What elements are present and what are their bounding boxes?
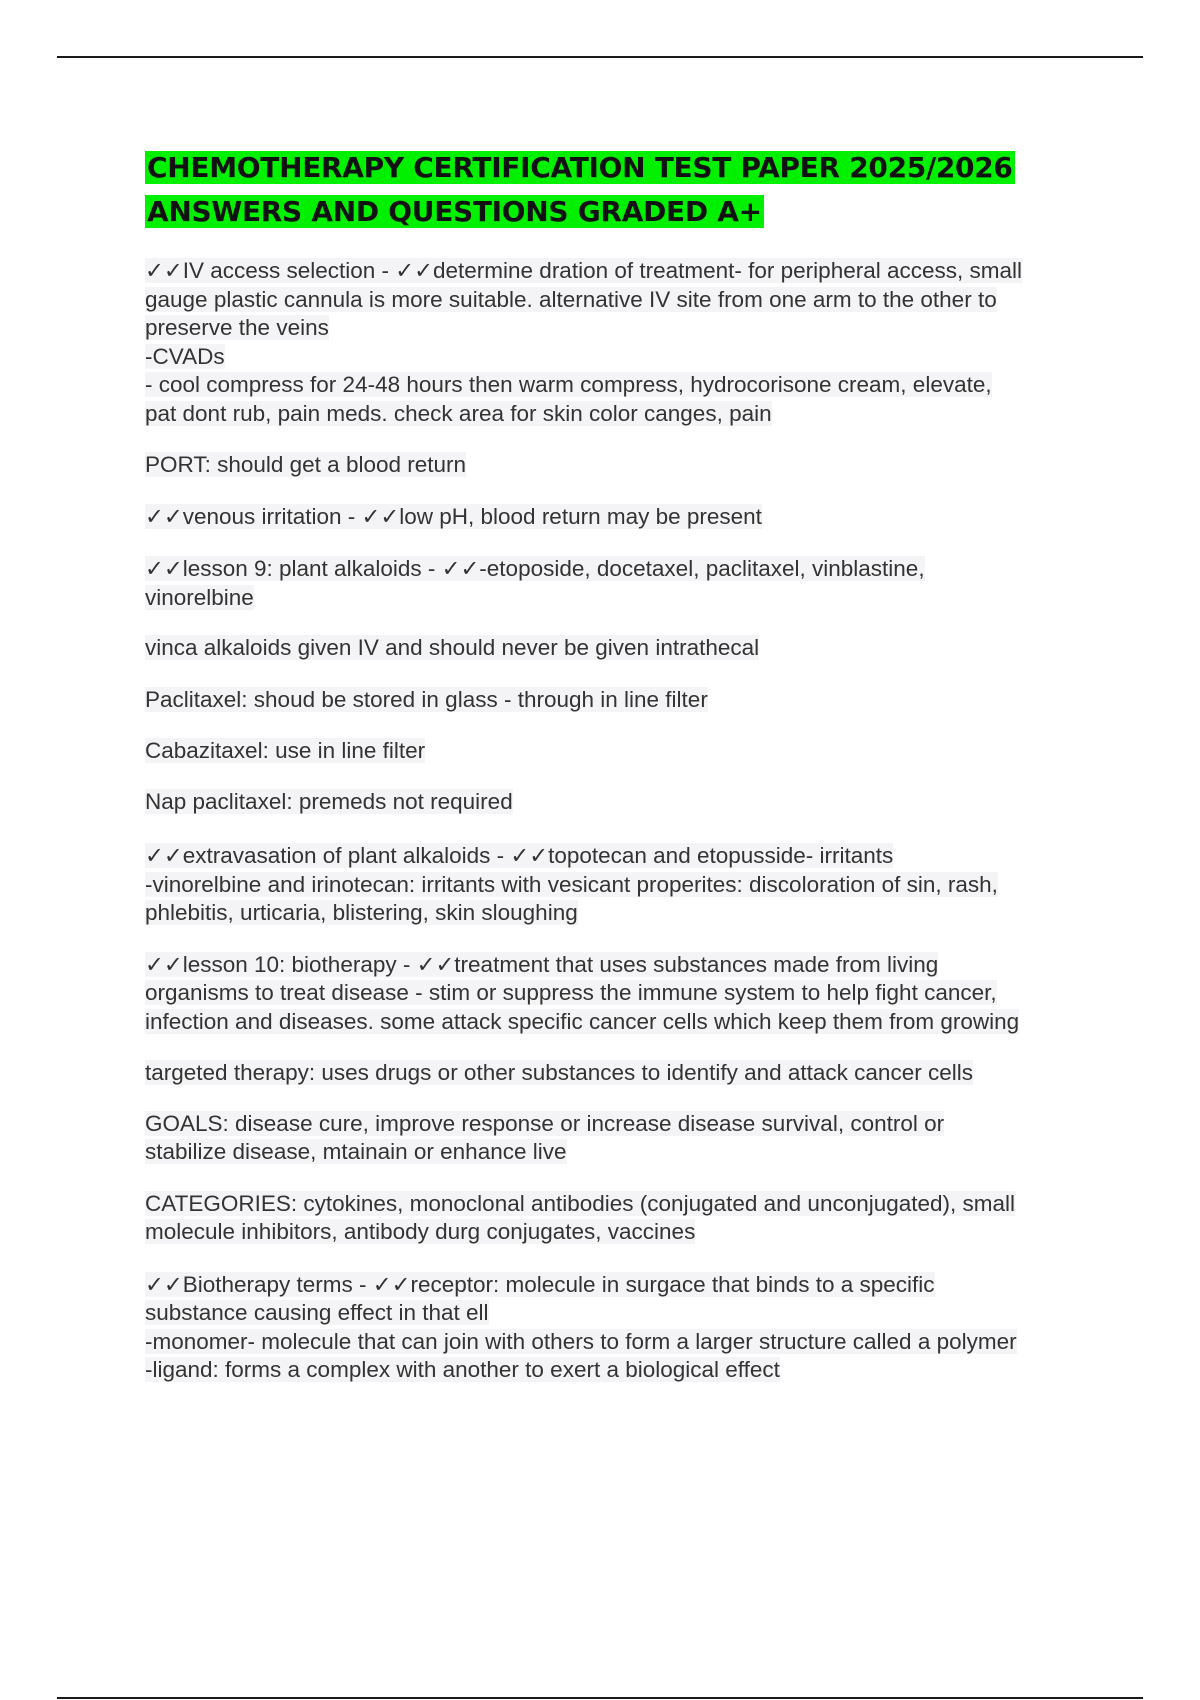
text-line: ✓✓Biotherapy terms - ✓✓receptor: molecule in surgace that binds to a specific [145,1271,935,1297]
qa-block [145,1190,1090,1247]
text-line: -CVADs [145,343,225,369]
text-line: GOALS: disease cure, improve response or increase disease survival, control or [145,1110,945,1136]
qa-block [145,451,1090,480]
qa-block [145,686,1090,715]
qa-block [145,788,1090,817]
qa-block [145,951,1090,1037]
text-line: ✓✓lesson 10: biotherapy - ✓✓treatment that uses substances made from living [145,951,939,977]
text-line: organisms to treat disease - stim or suppress the immune system to help fight cancer, [145,980,997,1005]
text-line: substance causing effect in that ell [145,1300,489,1325]
qa-block [145,257,1090,428]
title-line-2: ANSWERS AND QUESTIONS GRADED A+ [147,195,762,228]
qa-block [145,634,1090,663]
qa-blocks [145,257,1090,1385]
text-line: - cool compress for 24-48 hours then warm compress, hydrocorisone cream, elevate, [145,372,992,397]
text-line: preserve the veins [145,315,329,340]
text-line: ✓✓IV access selection - ✓✓determine dration of treatment- for peripheral access, small [145,258,1023,283]
title-line-1: CHEMOTHERAPY CERTIFICATION TEST PAPER 2025/2026 [147,151,1013,184]
qa-block [145,737,1090,766]
qa-block [145,555,1090,612]
document-title [145,146,1090,234]
text-line: -monomer- molecule that can join with others to form a larger structure called a polymer [145,1328,1017,1354]
text-line: ✓✓extravasation of plant alkaloids - ✓✓topotecan and etopusside- irritants [145,843,894,868]
text-line: vinorelbine [145,584,254,610]
text-line: ✓✓lesson 9: plant alkaloids - ✓✓-etoposide, docetaxel, paclitaxel, vinblastine, [145,556,925,581]
text-line: -ligand: forms a complex with another to exert a biological effect [145,1357,780,1382]
footer-rule [57,1697,1143,1699]
qa-block [145,842,1090,928]
text-line: stabilize disease, mtainain or enhance live [145,1139,567,1164]
qa-block [145,1110,1090,1167]
text-line: molecule inhibitors, antibody durg conjugates, vaccines [145,1219,696,1244]
text-line: ✓✓venous irritation - ✓✓low pH, blood return may be present [145,503,762,529]
document-body [145,146,1090,1385]
header-rule [57,56,1143,58]
text-line: PORT: should get a blood return [145,452,467,477]
text-line: pat dont rub, pain meds. check area for skin color canges, pain [145,400,772,426]
qa-block [145,1059,1090,1088]
text-line: Paclitaxel: shoud be stored in glass - through in line filter [145,686,708,712]
text-line: gauge plastic cannula is more suitable. alternative IV site from one arm to the other to [145,286,997,312]
text-line: phlebitis, urticaria, blistering, skin sloughing [145,900,578,925]
text-line: Nap paclitaxel: premeds not required [145,788,513,814]
qa-block [145,1271,1090,1385]
text-line: -vinorelbine and irinotecan: irritants with vesicant properites: discoloration of sin, rash, [145,871,998,897]
text-line: targeted therapy: uses drugs or other substances to identify and attack cancer cells [145,1060,973,1085]
text-line: vinca alkaloids given IV and should never be given intrathecal [145,635,760,660]
text-line: CATEGORIES: cytokines, monoclonal antibodies (conjugated and unconjugated), small [145,1190,1016,1216]
text-line: infection and diseases. some attack specific cancer cells which keep them from growing [145,1008,1020,1034]
qa-block [145,503,1090,532]
text-line: Cabazitaxel: use in line filter [145,738,426,763]
